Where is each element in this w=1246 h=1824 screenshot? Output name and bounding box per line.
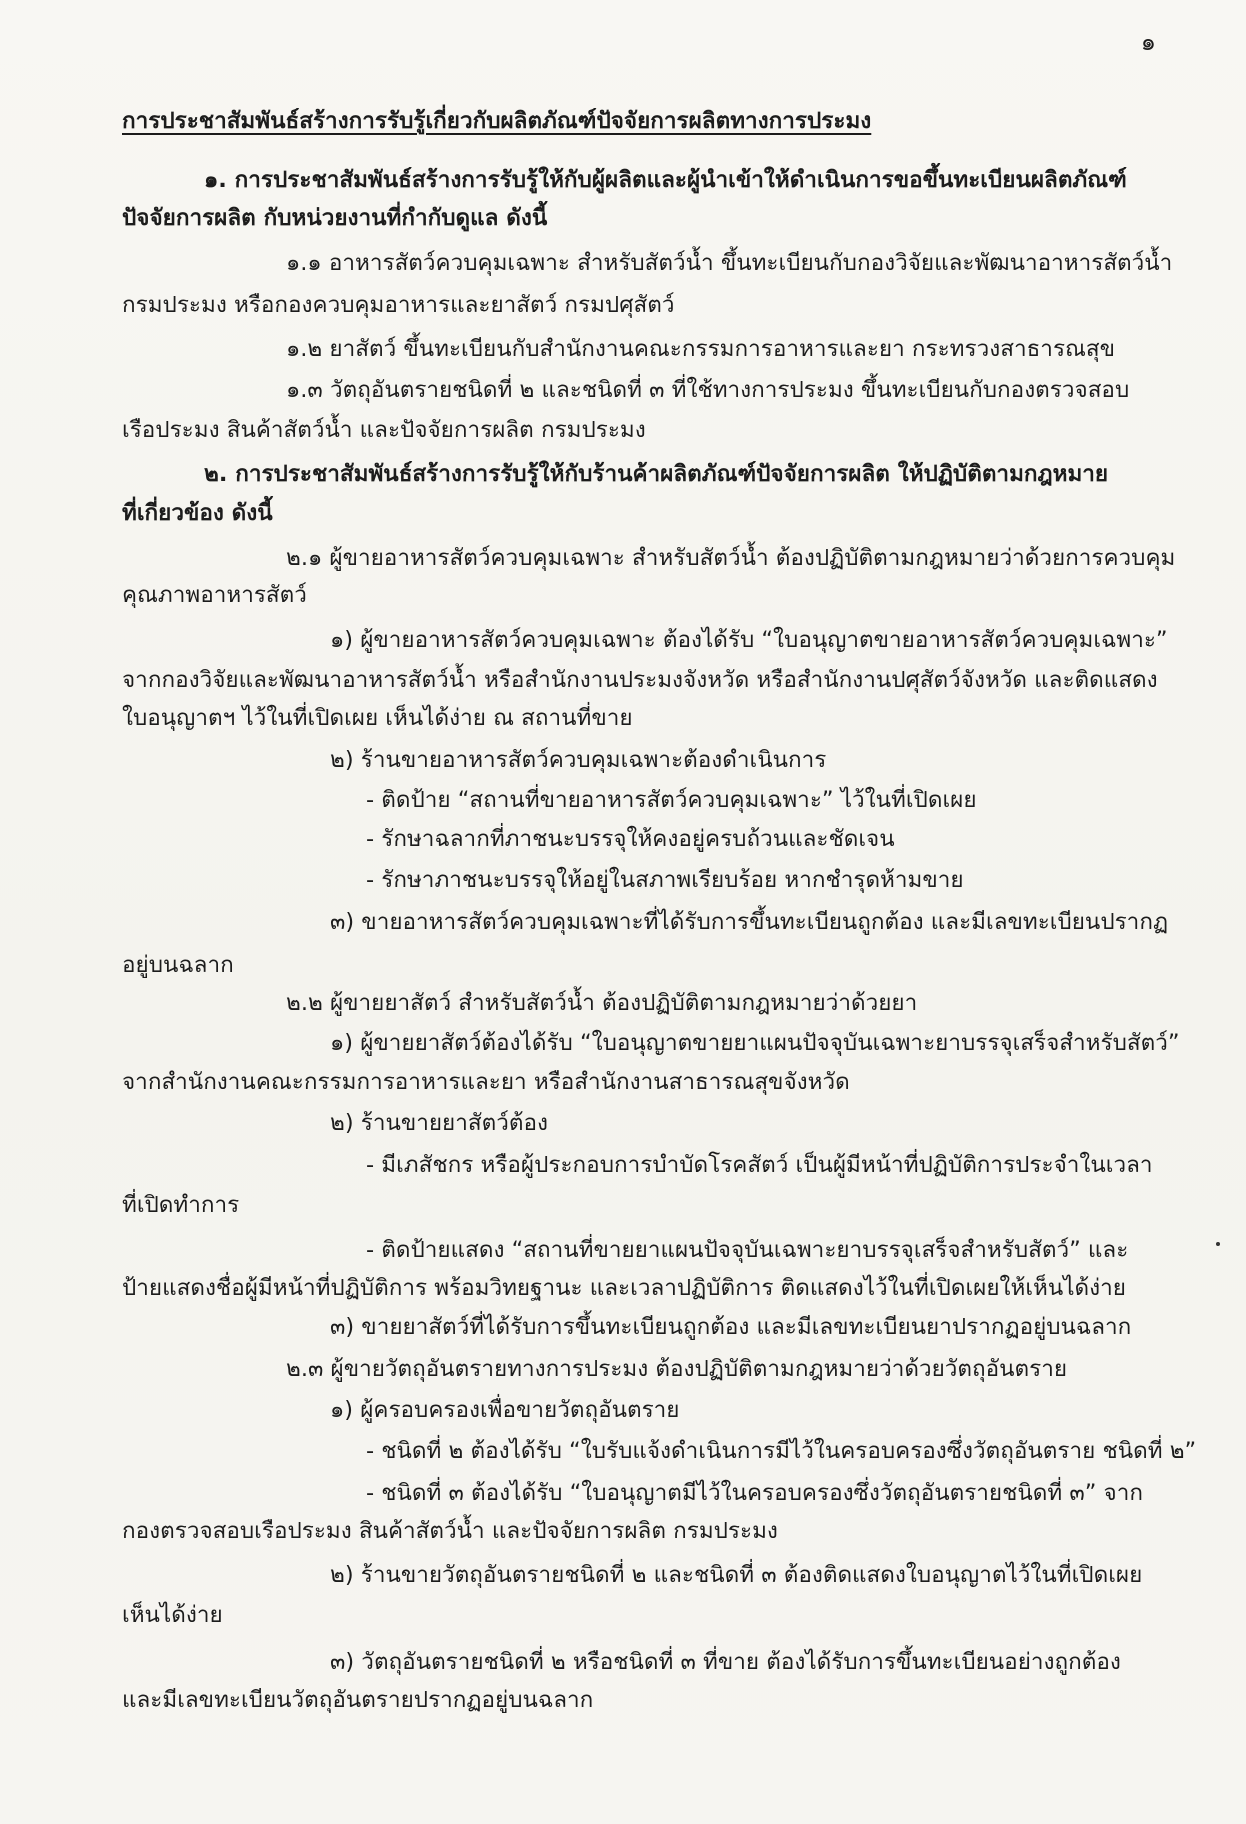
item-2-1-sub-1-cont: จากกองวิจัยและพัฒนาอาหารสัตว์น้ำ หรือสำนักงานประมงจังหวัด หรือสำนักงานปศุสัตว์จังหวัด และติดแสดง <box>122 667 1158 693</box>
item-2-2-sub-2-bullet-1-cont: ที่เปิดทำการ <box>122 1192 240 1218</box>
item-2-1-cont: คุณภาพอาหารสัตว์ <box>122 582 307 608</box>
item-2-1-sub-3: ๓) ขายอาหารสัตว์ควบคุมเฉพาะที่ได้รับการขึ้นทะเบียนถูกต้อง และมีเลขทะเบียนปรากฏ <box>330 909 1169 935</box>
section-1-heading: ๑. การประชาสัมพันธ์สร้างการรับรู้ให้กับผู้ผลิตและผู้นำเข้าให้ดำเนินการขอขึ้นทะเบียนผลิตภัณฑ์ <box>204 167 1127 193</box>
item-2-2-sub-3: ๓) ขายยาสัตว์ที่ได้รับการขึ้นทะเบียนถูกต้อง และมีเลขทะเบียนยาปรากฏอยู่บนฉลาก <box>330 1314 1132 1340</box>
item-1-2: ๑.๒ ยาสัตว์ ขึ้นทะเบียนกับสำนักงานคณะกรรมการอาหารและยา กระทรวงสาธารณสุข <box>286 336 1116 362</box>
item-2-2: ๒.๒ ผู้ขายยาสัตว์ สำหรับสัตว์น้ำ ต้องปฏิบัติตามกฎหมายว่าด้วยยา <box>286 990 918 1016</box>
item-2-1-sub-2: ๒) ร้านขายอาหารสัตว์ควบคุมเฉพาะต้องดำเนินการ <box>330 747 827 773</box>
item-2-2-sub-2-bullet-2-cont: ป้ายแสดงชื่อผู้มีหน้าที่ปฏิบัติการ พร้อมวิทยฐานะ และเวลาปฏิบัติการ ติดแสดงไว้ในที่เปิดเผยให้เห็นได้ง่าย <box>122 1275 1126 1301</box>
section-2-heading: ๒. การประชาสัมพันธ์สร้างการรับรู้ให้กับร้านค้าผลิตภัณฑ์ปัจจัยการผลิต ให้ปฏิบัติตามกฎหมาย <box>204 461 1109 487</box>
item-2-1: ๒.๑ ผู้ขายอาหารสัตว์ควบคุมเฉพาะ สำหรับสัตว์น้ำ ต้องปฏิบัติตามกฎหมายว่าด้วยการควบคุม <box>286 545 1176 571</box>
section-2-heading-cont: ที่เกี่ยวข้อง ดังนี้ <box>122 500 273 526</box>
item-2-3-sub-1-bullet-2: - ชนิดที่ ๓ ต้องได้รับ “ใบอนุญาตมีไว้ในครอบครองซึ่งวัตถุอันตรายชนิดที่ ๓” จาก <box>366 1480 1143 1506</box>
item-2-3-sub-1: ๑) ผู้ครอบครองเพื่อขายวัตถุอันตราย <box>330 1397 680 1423</box>
document-title: การประชาสัมพันธ์สร้างการรับรู้เกี่ยวกับผลิตภัณฑ์ปัจจัยการผลิตทางการประมง <box>122 108 872 134</box>
item-2-1-sub-2-bullet-2: - รักษาฉลากที่ภาชนะบรรจุให้คงอยู่ครบถ้วนและชัดเจน <box>366 826 895 852</box>
item-1-1: ๑.๑ อาหารสัตว์ควบคุมเฉพาะ สำหรับสัตว์น้ำ ขึ้นทะเบียนกับกองวิจัยและพัฒนาอาหารสัตว์น้ำ <box>286 250 1173 276</box>
item-2-1-sub-1-cont2: ใบอนุญาตฯ ไว้ในที่เปิดเผย เห็นได้ง่าย ณ สถานที่ขาย <box>122 705 633 731</box>
item-2-1-sub-3-cont: อยู่บนฉลาก <box>122 952 234 978</box>
item-2-2-sub-2-bullet-1: - มีเภสัชกร หรือผู้ประกอบการบำบัดโรคสัตว์ เป็นผู้มีหน้าที่ปฏิบัติการประจำในเวลา <box>366 1152 1153 1178</box>
page-number: ๑ <box>1140 28 1156 56</box>
item-2-3-sub-2-cont: เห็นได้ง่าย <box>122 1602 223 1628</box>
section-1-heading-cont: ปัจจัยการผลิต กับหน่วยงานที่กำกับดูแล ดังนี้ <box>122 205 548 231</box>
item-1-3-cont: เรือประมง สินค้าสัตว์น้ำ และปัจจัยการผลิต กรมประมง <box>122 417 646 443</box>
item-2-2-sub-2-bullet-2: - ติดป้ายแสดง “สถานที่ขายยาแผนปัจจุบันเฉพาะยาบรรจุเสร็จสำหรับสัตว์” และ <box>366 1237 1129 1263</box>
item-2-3: ๒.๓ ผู้ขายวัตถุอันตรายทางการประมง ต้องปฏิบัติตามกฎหมายว่าด้วยวัตถุอันตราย <box>286 1356 1068 1382</box>
item-1-3: ๑.๓ วัตถุอันตรายชนิดที่ ๒ และชนิดที่ ๓ ที่ใช้ทางการประมง ขึ้นทะเบียนกับกองตรวจสอบ <box>286 377 1130 403</box>
item-2-2-sub-2: ๒) ร้านขายยาสัตว์ต้อง <box>330 1110 548 1136</box>
item-2-3-sub-1-bullet-2-cont: กองตรวจสอบเรือประมง สินค้าสัตว์น้ำ และปัจจัยการผลิต กรมประมง <box>122 1518 778 1544</box>
item-1-1-cont: กรมประมง หรือกองควบคุมอาหารและยาสัตว์ กรมปศุสัตว์ <box>122 292 675 318</box>
item-2-3-sub-2: ๒) ร้านขายวัตถุอันตรายชนิดที่ ๒ และชนิดที่ ๓ ต้องติดแสดงใบอนุญาตไว้ในที่เปิดเผย <box>330 1562 1143 1588</box>
item-2-3-sub-3-cont: และมีเลขทะเบียนวัตถุอันตรายปรากฏอยู่บนฉลาก <box>122 1687 594 1713</box>
item-2-1-sub-2-bullet-1: - ติดป้าย “สถานที่ขายอาหารสัตว์ควบคุมเฉพาะ” ไว้ในที่เปิดเผย <box>366 787 977 813</box>
item-2-3-sub-3: ๓) วัตถุอันตรายชนิดที่ ๒ หรือชนิดที่ ๓ ที่ขาย ต้องได้รับการขึ้นทะเบียนอย่างถูกต้อง <box>330 1649 1121 1675</box>
item-2-3-sub-1-bullet-1: - ชนิดที่ ๒ ต้องได้รับ “ใบรับแจ้งดำเนินการมีไว้ในครอบครองซึ่งวัตถุอันตราย ชนิดที่ ๒” <box>366 1438 1197 1464</box>
scan-speck <box>1216 1242 1220 1246</box>
item-2-1-sub-1: ๑) ผู้ขายอาหารสัตว์ควบคุมเฉพาะ ต้องได้รับ “ใบอนุญาตขายอาหารสัตว์ควบคุมเฉพาะ” <box>330 627 1168 653</box>
item-2-2-sub-1: ๑) ผู้ขายยาสัตว์ต้องได้รับ “ใบอนุญาตขายยาแผนปัจจุบันเฉพาะยาบรรจุเสร็จสำหรับสัตว์” <box>330 1030 1180 1056</box>
item-2-1-sub-2-bullet-3: - รักษาภาชนะบรรจุให้อยู่ในสภาพเรียบร้อย หากชำรุดห้ามขาย <box>366 867 964 893</box>
item-2-2-sub-1-cont: จากสำนักงานคณะกรรมการอาหารและยา หรือสำนักงานสาธารณสุขจังหวัด <box>122 1069 850 1095</box>
